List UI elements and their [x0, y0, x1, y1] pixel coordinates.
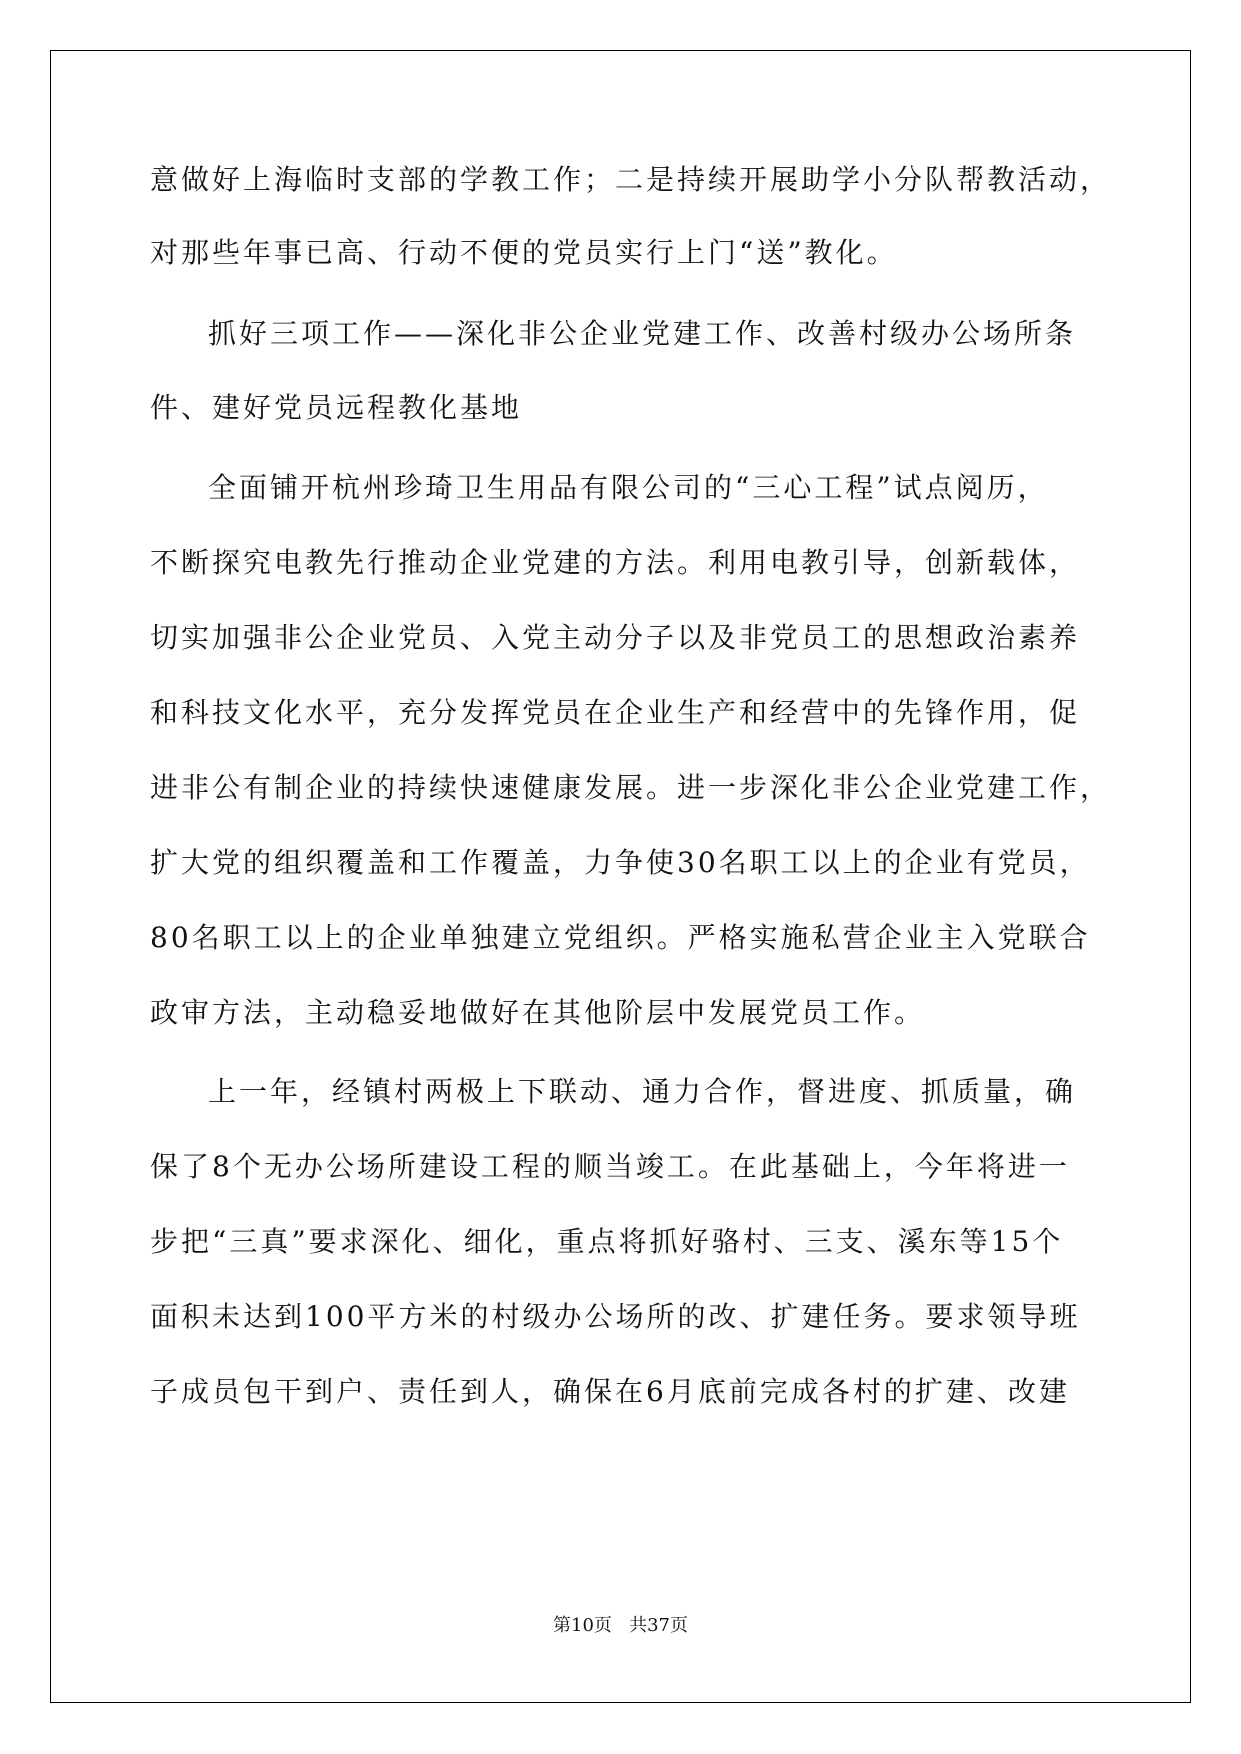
text-line: 子成员包干到户、责任到人，确保在6月底前完成各村的扩建、改建 — [150, 1375, 1070, 1408]
text-line: 意做好上海临时支部的学教工作；二是持续开展助学小分队帮教活动， — [150, 163, 1112, 196]
text-line: 和科技文化水平，充分发挥党员在企业生产和经营中的先锋作用，促 — [150, 696, 1081, 729]
text-line: 面积未达到100平方米的村级办公场所的改、扩建任务。要求领导班 — [150, 1300, 1081, 1333]
page-suffix: 页 — [593, 1615, 612, 1636]
text-line: 切实加强非公企业党员、入党主动分子以及非党员工的思想政治素养 — [150, 621, 1081, 654]
page-prefix: 第 — [553, 1615, 571, 1636]
text-line: 80名职工以上的企业单独建立党组织。严格实施私营企业主入党联合 — [150, 921, 1091, 954]
paragraph-first-line: 上一年，经镇村两极上下联动、通力合作，督进度、抓质量，确 — [208, 1075, 1077, 1108]
text-line: 保了8个无办公场所建设工程的顺当竣工。在此基础上，今年将进一 — [150, 1150, 1070, 1183]
paragraph-heading-line: 抓好三项工作——深化非公企业党建工作、改善村级办公场所条 — [208, 317, 1077, 350]
text-line: 件、建好党员远程教化基地 — [150, 391, 523, 424]
text-line: 政审方法，主动稳妥地做好在其他阶层中发展党员工作。 — [150, 996, 926, 1029]
text-line: 不断探究电教先行推动企业党建的方法。利用电教引导，创新载体， — [150, 546, 1081, 579]
page-number: 10 — [571, 1615, 594, 1636]
paragraph-first-line: 全面铺开杭州珍琦卫生用品有限公司的“三心工程”试点阅历， — [208, 471, 1049, 504]
total-suffix: 页 — [669, 1615, 688, 1636]
total-pages: 37 — [647, 1615, 670, 1636]
text-line: 进非公有制企业的持续快速健康发展。进一步深化非公企业党建工作， — [150, 771, 1112, 804]
total-prefix: 共 — [629, 1615, 648, 1636]
page-footer — [0, 1611, 1241, 1637]
text-line: 对那些年事已高、行动不便的党员实行上门“送”教化。 — [150, 236, 898, 269]
text-line: 步把“三真”要求深化、细化，重点将抓好骆村、三支、溪东等15个 — [150, 1225, 1064, 1258]
text-line: 扩大党的组织覆盖和工作覆盖，力争使30名职工以上的企业有党员， — [150, 846, 1091, 879]
